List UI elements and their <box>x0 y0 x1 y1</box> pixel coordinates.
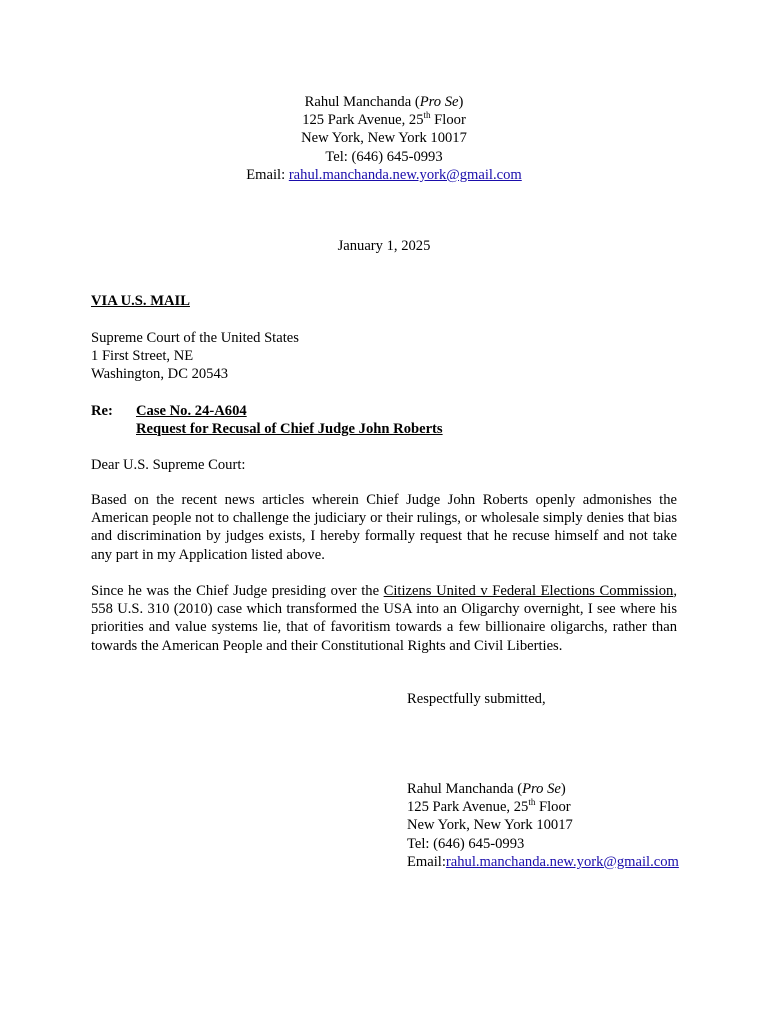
sender-name-line: Rahul Manchanda (Pro Se) <box>304 94 464 110</box>
sender-address-sup: th <box>423 110 431 121</box>
signature-city-line: New York, New York 10017 <box>407 817 573 834</box>
sender-address-pre: 125 Park Avenue, 25 <box>302 112 424 129</box>
recipient-city: Washington, DC 20543 <box>91 366 229 383</box>
signature-name-suffix: Pro Se <box>522 781 561 797</box>
signature-address-sup: th <box>528 797 536 808</box>
sender-city-line: New York, New York 10017 <box>301 130 467 147</box>
recipient-street: 1 First Street, NE <box>91 348 194 365</box>
sender-address-line <box>0 111 768 129</box>
letter-date: January 1, 2025 <box>337 238 431 254</box>
re-lines <box>136 402 443 438</box>
signature-email-line <box>407 853 679 871</box>
sender-address-post: Floor <box>430 112 466 129</box>
signature-name: Rahul Manchanda <box>407 781 514 797</box>
signature-email-label: Email: <box>407 853 446 870</box>
signature-name-line: Rahul Manchanda (Pro Se) <box>407 781 566 797</box>
re-label: Re: <box>91 403 113 419</box>
case-citation: Citizens United v Federal Elections Commission <box>383 583 674 599</box>
signature-email-link[interactable]: rahul.manchanda.new.york@gmail.com <box>445 853 679 870</box>
sender-email-link[interactable]: rahul.manchanda.new.york@gmail.com <box>288 166 522 183</box>
signature-phone: Tel: (646) 645-0993 <box>407 835 525 852</box>
sender-phone: Tel: (646) 645-0993 <box>325 148 443 165</box>
sender-name: Rahul Manchanda <box>304 94 412 110</box>
closing: Respectfully submitted, <box>407 691 546 707</box>
body-paragraph-2 <box>91 582 677 655</box>
sender-email-label: Email: <box>246 166 286 183</box>
signature-address-pre: 125 Park Avenue, 25 <box>407 799 529 816</box>
recipient-name: Supreme Court of the United States <box>91 330 299 346</box>
signature-block <box>407 780 679 871</box>
re-subject: Request for Recusal of Chief Judge John Roberts <box>136 421 443 438</box>
letterhead <box>0 93 768 184</box>
body-paragraph-1: Based on the recent news articles wherein Chief Judge John Roberts openly admonishes the American people not to challenge the judiciary or their rulings, or wholesale simply denies that bias and discrimination by judges exists, I hereby formally request that he recuse himself and not take any part in my Application listed above. <box>91 492 677 563</box>
re-case-number: Case No. 24-A604 <box>136 403 247 419</box>
sender-email-line <box>0 166 768 184</box>
signature-address-post: Floor <box>535 799 571 816</box>
sender-name-suffix: Pro Se <box>419 94 459 110</box>
paragraph2-lead: Since he was the Chief Judge presiding over the <box>91 583 384 599</box>
paragraph2-rest: , 558 U.S. 310 (2010) case which transformed the USA into an Oligarchy overnight, I see where his priorities and value systems lie, that of favoritism towards a few billionaire oligarchs, rather than towards the American People and their Constitutional Rights and Civil Liberties. <box>91 583 677 654</box>
delivery-method: VIA U.S. MAIL <box>91 293 190 309</box>
recipient-block <box>91 329 299 384</box>
signature-address-line <box>407 798 679 816</box>
salutation: Dear U.S. Supreme Court: <box>91 457 246 473</box>
